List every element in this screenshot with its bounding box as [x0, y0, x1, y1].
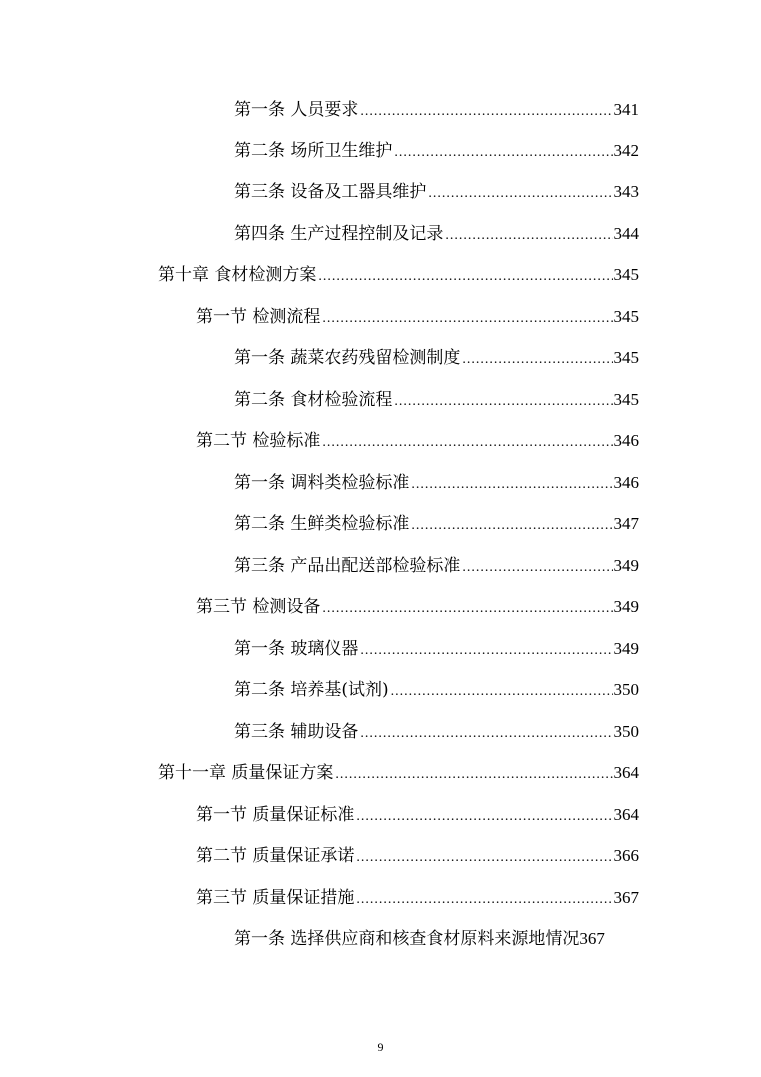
toc-dot-leader — [356, 885, 612, 915]
toc-dot-leader — [322, 428, 612, 458]
toc-entry-title: 第一条 调料类检验标准 — [234, 473, 410, 493]
toc-entry-section[interactable] — [196, 841, 639, 871]
toc-entry-title: 第二节 质量保证承诺 — [196, 846, 355, 866]
toc-dot-leader — [391, 677, 613, 707]
page-number: 9 — [377, 1040, 384, 1054]
toc-entry[interactable] — [234, 924, 639, 954]
toc-entry-page: 344 — [613, 224, 639, 243]
toc-entry-page: 345 — [613, 390, 639, 409]
toc-entry-page: 347 — [613, 514, 639, 533]
toc-entry-section[interactable] — [196, 302, 639, 332]
toc-dot-leader — [462, 345, 612, 375]
toc-entry[interactable] — [234, 634, 639, 664]
toc-dot-leader — [360, 97, 612, 127]
toc-entry-section[interactable] — [196, 883, 639, 913]
toc-entry-page: 367 — [613, 888, 639, 907]
toc-entry-title: 第二条 培养基(试剂) — [234, 680, 389, 700]
toc-dot-leader — [360, 636, 612, 666]
toc-dot-leader — [356, 802, 612, 832]
toc-entry-title: 第三节 质量保证措施 — [196, 888, 355, 908]
toc-entry-title: 第四条 生产过程控制及记录 — [234, 224, 444, 244]
toc-entry[interactable] — [234, 219, 639, 249]
toc-dot-leader — [335, 760, 612, 790]
toc-entry-page: 364 — [613, 763, 639, 782]
toc-entry[interactable] — [234, 136, 639, 166]
toc-entry-page: 345 — [613, 348, 639, 367]
toc-entry-title: 第一条 蔬菜农药残留检测制度 — [234, 348, 461, 368]
toc-entry-title: 第十一章 质量保证方案 — [158, 763, 334, 783]
toc-entry-page: 367 — [579, 929, 605, 948]
toc-entry-title: 第三条 辅助设备 — [234, 722, 359, 742]
toc-entry-title: 第一条 选择供应商和核查食材原料来源地情况 — [234, 929, 580, 949]
toc-entry-title: 第一条 人员要求 — [234, 100, 359, 120]
toc-dot-leader — [356, 843, 612, 873]
toc-entry[interactable] — [234, 509, 639, 539]
toc-entry-title: 第二条 食材检验流程 — [234, 390, 393, 410]
toc-entry-page: 366 — [613, 846, 639, 865]
toc-dot-leader — [428, 179, 612, 209]
toc-entry-title: 第二条 场所卫生维护 — [234, 141, 393, 161]
toc-entry-page: 364 — [613, 805, 639, 824]
toc-dot-leader — [445, 221, 612, 251]
toc-entry-page: 343 — [613, 182, 639, 201]
toc-dot-leader — [462, 553, 612, 583]
toc-entry-title: 第三节 检测设备 — [196, 597, 321, 617]
toc-entry[interactable] — [234, 343, 639, 373]
toc-entry[interactable] — [234, 177, 639, 207]
toc-dot-leader — [318, 262, 612, 292]
toc-entry-page: 350 — [613, 680, 639, 699]
toc-entry[interactable] — [234, 468, 639, 498]
toc-dot-leader — [322, 594, 612, 624]
toc-entry-chapter[interactable] — [158, 260, 639, 290]
toc-entry[interactable] — [234, 551, 639, 581]
toc-entry[interactable] — [234, 675, 639, 705]
toc-dot-leader — [360, 719, 612, 749]
toc-dot-leader — [322, 304, 612, 334]
toc-entry[interactable] — [234, 385, 639, 415]
toc-entry[interactable] — [234, 717, 639, 747]
toc-entry-page: 349 — [613, 597, 639, 616]
toc-dot-leader — [394, 138, 612, 168]
toc-entry-page: 342 — [613, 141, 639, 160]
toc-entry-page: 346 — [613, 431, 639, 450]
toc-dot-leader — [394, 387, 612, 417]
toc-entry-page: 345 — [613, 265, 639, 284]
toc-entry-title: 第一条 玻璃仪器 — [234, 639, 359, 659]
toc-entry-section[interactable] — [196, 426, 639, 456]
toc-entry-page: 346 — [613, 473, 639, 492]
toc-entry-title: 第二条 生鲜类检验标准 — [234, 514, 410, 534]
toc-entry-title: 第一节 质量保证标准 — [196, 805, 355, 825]
toc-dot-leader — [411, 470, 612, 500]
toc-entry-title: 第三条 产品出配送部检验标准 — [234, 556, 461, 576]
toc-dot-leader — [411, 511, 612, 541]
toc-entry-chapter[interactable] — [158, 758, 639, 788]
toc-entry-page: 345 — [613, 307, 639, 326]
toc-entry-title: 第三条 设备及工器具维护 — [234, 182, 427, 202]
toc-entry[interactable] — [234, 95, 639, 125]
toc-entry-page: 349 — [613, 639, 639, 658]
toc-entry-page: 341 — [613, 100, 639, 119]
toc-entry-page: 349 — [613, 556, 639, 575]
toc-entry-title: 第二节 检验标准 — [196, 431, 321, 451]
toc-entry-page: 350 — [613, 722, 639, 741]
toc-entry-title: 第十章 食材检测方案 — [158, 265, 317, 285]
toc-entry-section[interactable] — [196, 592, 639, 622]
toc-entry-title: 第一节 检测流程 — [196, 307, 321, 327]
toc-entry-section[interactable] — [196, 800, 639, 830]
